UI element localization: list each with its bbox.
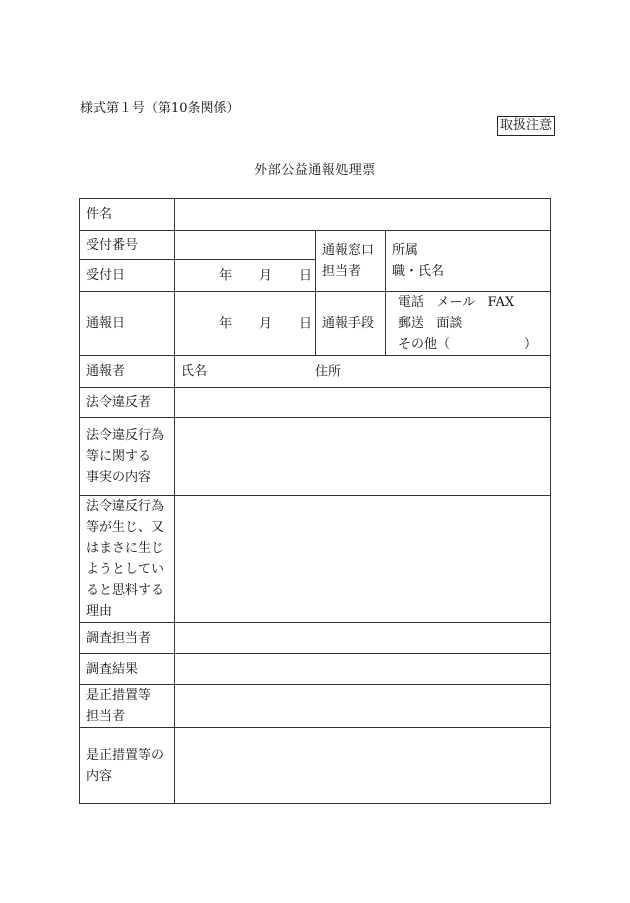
reporter-label: 通報者 — [80, 356, 175, 388]
day-label: 日 — [299, 268, 313, 283]
desk-label-line2: 担当者 — [322, 264, 362, 279]
means-mail[interactable]: メール — [436, 295, 476, 310]
corrective-content-label-line: 内容 — [86, 768, 113, 784]
corrective-person-label — [80, 685, 175, 728]
means-options — [386, 292, 551, 356]
year-label: 年 — [219, 316, 233, 331]
receipt-date-label: 受付日 — [80, 260, 175, 292]
result-label: 調査結果 — [80, 654, 175, 685]
row-subject — [80, 199, 551, 231]
reason-label-line: ようとしてい — [86, 562, 165, 577]
reason-label-line: 等が生じ、又 — [86, 520, 165, 535]
row-violator — [80, 388, 551, 418]
corrective-content-field[interactable] — [175, 728, 551, 804]
means-other-close: ） — [524, 337, 538, 352]
reporter-name-label: 氏名 — [181, 364, 208, 379]
corrective-person-field[interactable] — [175, 685, 551, 728]
violator-field[interactable] — [175, 388, 551, 418]
means-post[interactable]: 郵送 — [398, 316, 425, 331]
facts-field[interactable] — [175, 418, 551, 496]
month-label: 月 — [259, 316, 273, 331]
handling-notice-box: 取扱注意 — [497, 116, 555, 136]
means-interview[interactable]: 面談 — [436, 316, 463, 331]
report-date-field[interactable] — [175, 292, 316, 356]
row-result — [80, 654, 551, 685]
desk-person-field[interactable] — [386, 231, 551, 292]
receipt-date-field[interactable] — [175, 260, 316, 292]
day-label: 日 — [299, 316, 313, 331]
row-corrective-content — [80, 728, 551, 804]
corrective-person-label-line: 是正措置等 — [86, 688, 152, 703]
corrective-content-label-line: 是正措置等の — [86, 747, 165, 763]
form-reference: 様式第１号（第10条関係） — [80, 101, 240, 116]
investigator-label: 調査担当者 — [80, 623, 175, 654]
report-form-table — [79, 198, 551, 804]
report-date-label: 通報日 — [80, 292, 175, 356]
receipt-number-label: 受付番号 — [80, 231, 175, 260]
means-label: 通報手段 — [316, 292, 386, 356]
reason-field[interactable] — [175, 496, 551, 623]
investigator-field[interactable] — [175, 623, 551, 654]
year-label: 年 — [219, 268, 233, 283]
means-other[interactable]: その他（ — [398, 337, 451, 352]
affiliation-label: 所属 — [392, 243, 419, 258]
corrective-person-label-line: 担当者 — [86, 709, 126, 724]
subject-field[interactable] — [175, 199, 551, 231]
row-investigator — [80, 623, 551, 654]
reason-label-line: 理由 — [86, 604, 113, 619]
desk-person-label-cell — [316, 231, 386, 292]
row-reason — [80, 496, 551, 623]
means-line2 — [398, 313, 550, 334]
facts-label-line: 事実の内容 — [86, 470, 152, 485]
receipt-number-field[interactable] — [175, 231, 316, 260]
month-label: 月 — [259, 268, 273, 283]
reason-label — [80, 496, 175, 623]
row-facts — [80, 418, 551, 496]
row-report-date — [80, 292, 551, 356]
means-fax[interactable]: FAX — [487, 295, 515, 310]
row-reporter — [80, 356, 551, 388]
row-receipt-number — [80, 231, 551, 260]
document-title: 外部公益通報処理票 — [254, 163, 376, 178]
position-name-label: 職・氏名 — [392, 264, 445, 279]
subject-label: 件名 — [80, 199, 175, 231]
reporter-address-label: 住所 — [315, 364, 342, 379]
reason-label-line: ると思料する — [86, 583, 165, 598]
desk-label-line1: 通報窓口 — [322, 243, 375, 258]
corrective-content-label — [80, 728, 175, 804]
facts-label-line: 法令違反行為 — [86, 428, 165, 443]
row-corrective-person — [80, 685, 551, 728]
means-line3 — [398, 334, 550, 355]
result-field[interactable] — [175, 654, 551, 685]
facts-label-line: 等に関する — [86, 449, 152, 464]
means-line1 — [398, 292, 550, 313]
reporter-field[interactable] — [175, 356, 551, 388]
means-phone[interactable]: 電話 — [398, 295, 425, 310]
reason-label-line: はまさに生じ — [86, 541, 165, 556]
violator-label: 法令違反者 — [80, 388, 175, 418]
reason-label-line: 法令違反行為 — [86, 499, 165, 514]
facts-label — [80, 418, 175, 496]
